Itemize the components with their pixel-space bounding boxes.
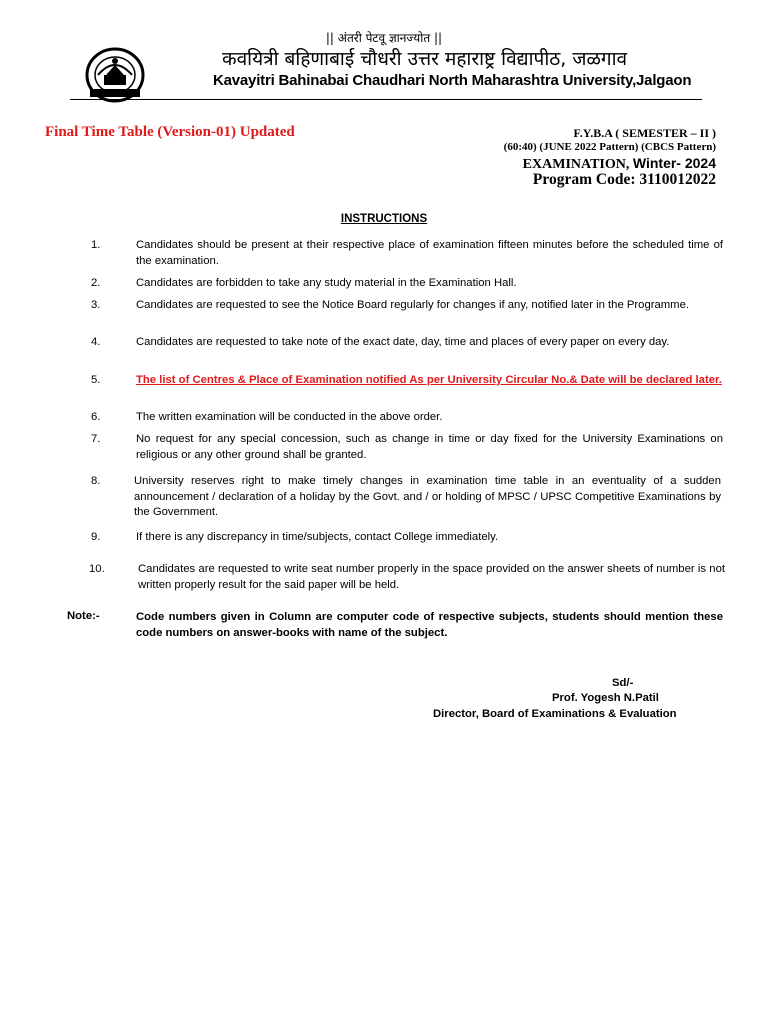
signatory-name: Prof. Yogesh N.Patil (552, 692, 659, 704)
university-logo-icon (84, 45, 146, 103)
signatory-title: Director, Board of Examinations & Evaluation (433, 708, 677, 720)
exam-pattern: (60:40) (JUNE 2022 Pattern) (CBCS Pattern) (503, 141, 716, 153)
examination-season: Winter- 2024 (632, 155, 716, 171)
item-text: Candidates are requested to see the Notice Board regularly for changes if any, notified later in the Programme. (136, 299, 690, 311)
program-code: Program Code: 3110012022 (532, 171, 716, 188)
item-text: No request for any special concession, such as change in time or day fixed for the University Examinations on religious or any other ground shall be granted. (136, 433, 723, 461)
item-text-highlight: The list of Centres & Place of Examination notified As per University Circular No.& Date will be declared later. (136, 374, 722, 386)
item-text: If there is any discrepancy in time/subjects, contact College immediately. (136, 531, 499, 543)
university-name-marathi: कवयित्री बहिणाबाई चौधरी उत्तर महाराष्ट्र विद्यापीठ, जळगाव (222, 48, 628, 70)
course-title: F.Y.B.A ( SEMESTER – II ) (573, 126, 716, 140)
item-number: 2. (91, 277, 101, 289)
instructions-heading: INSTRUCTIONS (340, 213, 428, 225)
note-label: Note:- (67, 610, 100, 622)
timetable-status: Final Time Table (Version-01) Updated (45, 124, 295, 140)
item-number: 7. (91, 433, 101, 445)
item-number: 5. (91, 374, 101, 386)
university-name-english: Kavayitri Bahinabai Chaudhari North Maharashtra University,Jalgaon (213, 72, 692, 89)
item-number: 1. (91, 239, 101, 251)
item-number: 9. (91, 531, 101, 543)
item-number: 10. (89, 563, 105, 575)
signature-mark: Sd/- (612, 677, 634, 689)
university-motto: || अंतरी पेटवू ज्ञानज्योत || (325, 31, 443, 45)
item-number: 3. (91, 299, 101, 311)
header-divider (70, 99, 702, 100)
item-text: The written examination will be conducted in the above order. (136, 411, 443, 423)
note-text: Code numbers given in Column are computer code of respective subjects, students should mention these code numbers on answer-books with name of the subject. (136, 611, 723, 639)
item-text: Candidates are requested to write seat number properly in the space provided on the answer sheets of number is not written properly result for the said paper will be held. (138, 563, 725, 591)
item-text: University reserves right to make timely changes in examination time table in an eventuality of a sudden announcement / declaration of a holiday by the Govt. and / or holding of MPSC / UPSC Competitive Examinations by the Government. (134, 475, 721, 518)
item-number: 6. (91, 411, 101, 423)
item-text: Candidates should be present at their respective place of examination fifteen minutes before the scheduled time of the examination. (136, 239, 723, 267)
item-text: Candidates are requested to take note of the exact date, day, time and places of every paper on every day. (136, 336, 670, 348)
item-text: Candidates are forbidden to take any study material in the Examination Hall. (136, 277, 517, 289)
examination-prefix: EXAMINATION, (522, 157, 633, 172)
item-number: 4. (91, 336, 101, 348)
item-number: 8. (91, 475, 101, 487)
